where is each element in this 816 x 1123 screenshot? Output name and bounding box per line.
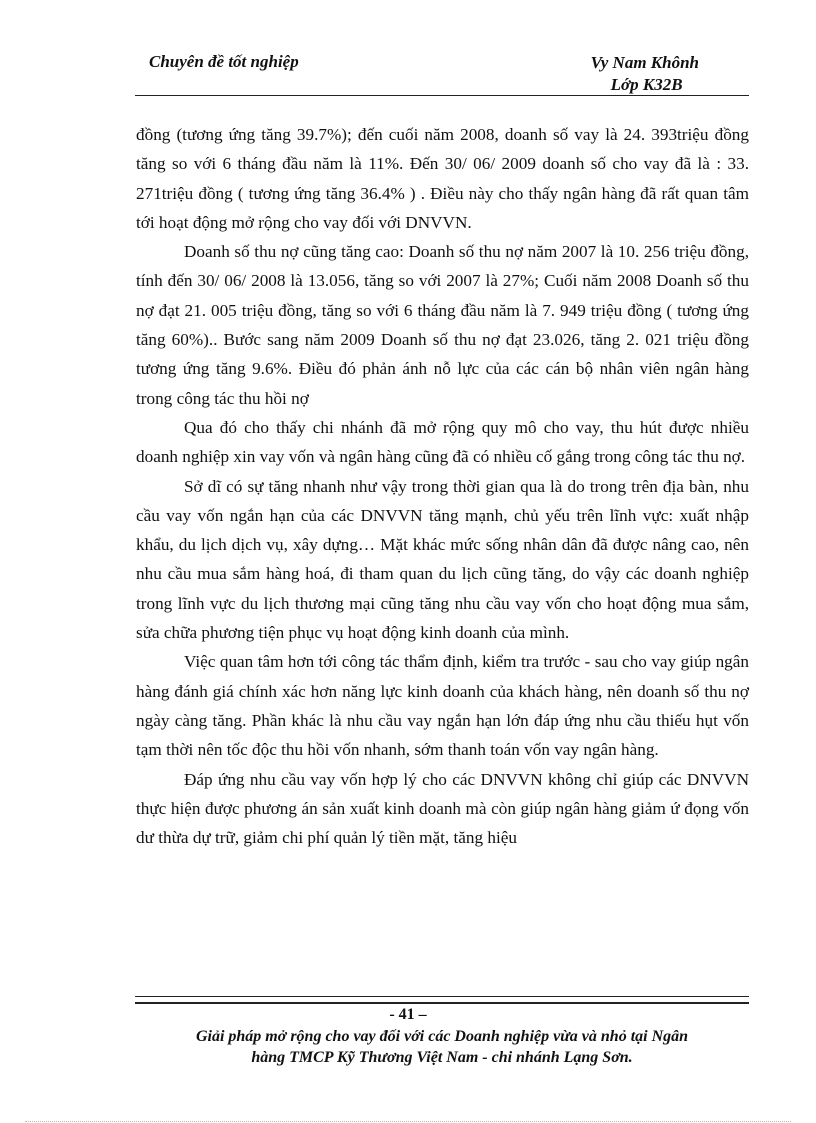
page-header [135,50,749,96]
paragraph: Đáp ứng nhu cầu vay vốn hợp lý cho các DNVVN không chỉ giúp các DNVVN thực hiện được phương án sản xuất kinh doanh mà còn giúp ngân hàng giảm ứ đọng vốn dư thừa dự trữ, giảm chi phí quản lý tiền mặt, tăng hiệu [136,769,749,848]
document-body [136,120,749,852]
footer-divider [135,996,749,1004]
author-block [591,52,699,96]
paragraph: Sở dĩ có sự tăng nhanh như vậy trong thời gian qua là do trong trên địa bàn, nhu cầu vay vốn ngắn hạn của các DNVVN tăng mạnh, chủ yếu trên lĩnh vực: xuất nhập khẩu, du lịch dịch vụ, xây dựng… Mặt khác mức sống nhân dân đã được nâng cao, nên nhu cầu mua sắm hàng hoá, đi tham quan du lịch cũng tăng, do vậy các doanh nghiệp trong lĩnh vực du lịch thương mại cũng tăng nhu cầu vay vốn cho hoạt động mua sắm, sửa chữa phương tiện phục vụ hoạt động kinh doanh của mình. [136,476,749,643]
page-edge-dots [25,1121,791,1122]
footer-title-line: hàng TMCP Kỹ Thương Việt Nam - chi nhánh Lạng Sơn. [251,1049,633,1066]
author-name: Vy Nam Khônh [590,53,699,72]
author-class: Lớp K32B [610,75,683,94]
document-type: Chuyên đề tốt nghiệp [149,52,299,71]
header-divider [135,95,749,96]
paragraph: Qua đó cho thấy chi nhánh đã mở rộng quy mô cho vay, thu hút được nhiều doanh nghiệp xin vay vốn và ngân hàng cũng đã có nhiều cố gắng trong công tác thu nợ. [136,417,749,467]
footer-title [135,1026,749,1068]
paragraph: Việc quan tâm hơn tới công tác thẩm định, kiểm tra trước - sau cho vay giúp ngân hàng đánh giá chính xác hơn năng lực kinh doanh của khách hàng, nên doanh số thu nợ ngày càng tăng. Phần khác là nhu cầu vay ngắn hạn lớn đáp ứng nhu cầu thiếu hụt vốn tạm thời nên tốc độc thu hồi vốn nhanh, sớm thanh toán vốn vay ngân hàng. [136,652,749,760]
page-number: - 41 – [389,1006,427,1023]
paragraph: Doanh số thu nợ cũng tăng cao: Doanh số thu nợ năm 2007 là 10. 256 triệu đồng, tính đến 30/ 06/ 2008 là 13.056, tăng so với 2007 là 27%; Cuối năm 2008 Doanh số thu nợ đạt 21. 005 triệu đồng, tăng so với 6 tháng đầu năm là 7. 949 triệu đồng ( tương ứng tăng 60%).. Bước sang năm 2009 Doanh số thu nợ đạt 23.026, tăng 2. 021 triệu đồng tương ứng tăng 9.6%. Điều đó phản ánh nỗ lực của các cán bộ nhân viên ngân hàng trong công tác thu hồi nợ [136,242,749,408]
footer-title-line: Giải pháp mở rộng cho vay đối với các Doanh nghiệp vừa và nhỏ tại Ngân [195,1028,689,1045]
paragraph: đồng (tương ứng tăng 39.7%); đến cuối năm 2008, doanh số vay là 24. 393triệu đồng tăng so với 6 tháng đầu năm là 11%. Đến 30/ 06/ 2009 doanh số cho vay đã là : 33. 271triệu đồng ( tương ứng tăng 36.4% ) . Điều này cho thấy ngân hàng đã rất quan tâm tới hoạt động mở rộng cho vay đối với DNVVN. [136,125,749,232]
